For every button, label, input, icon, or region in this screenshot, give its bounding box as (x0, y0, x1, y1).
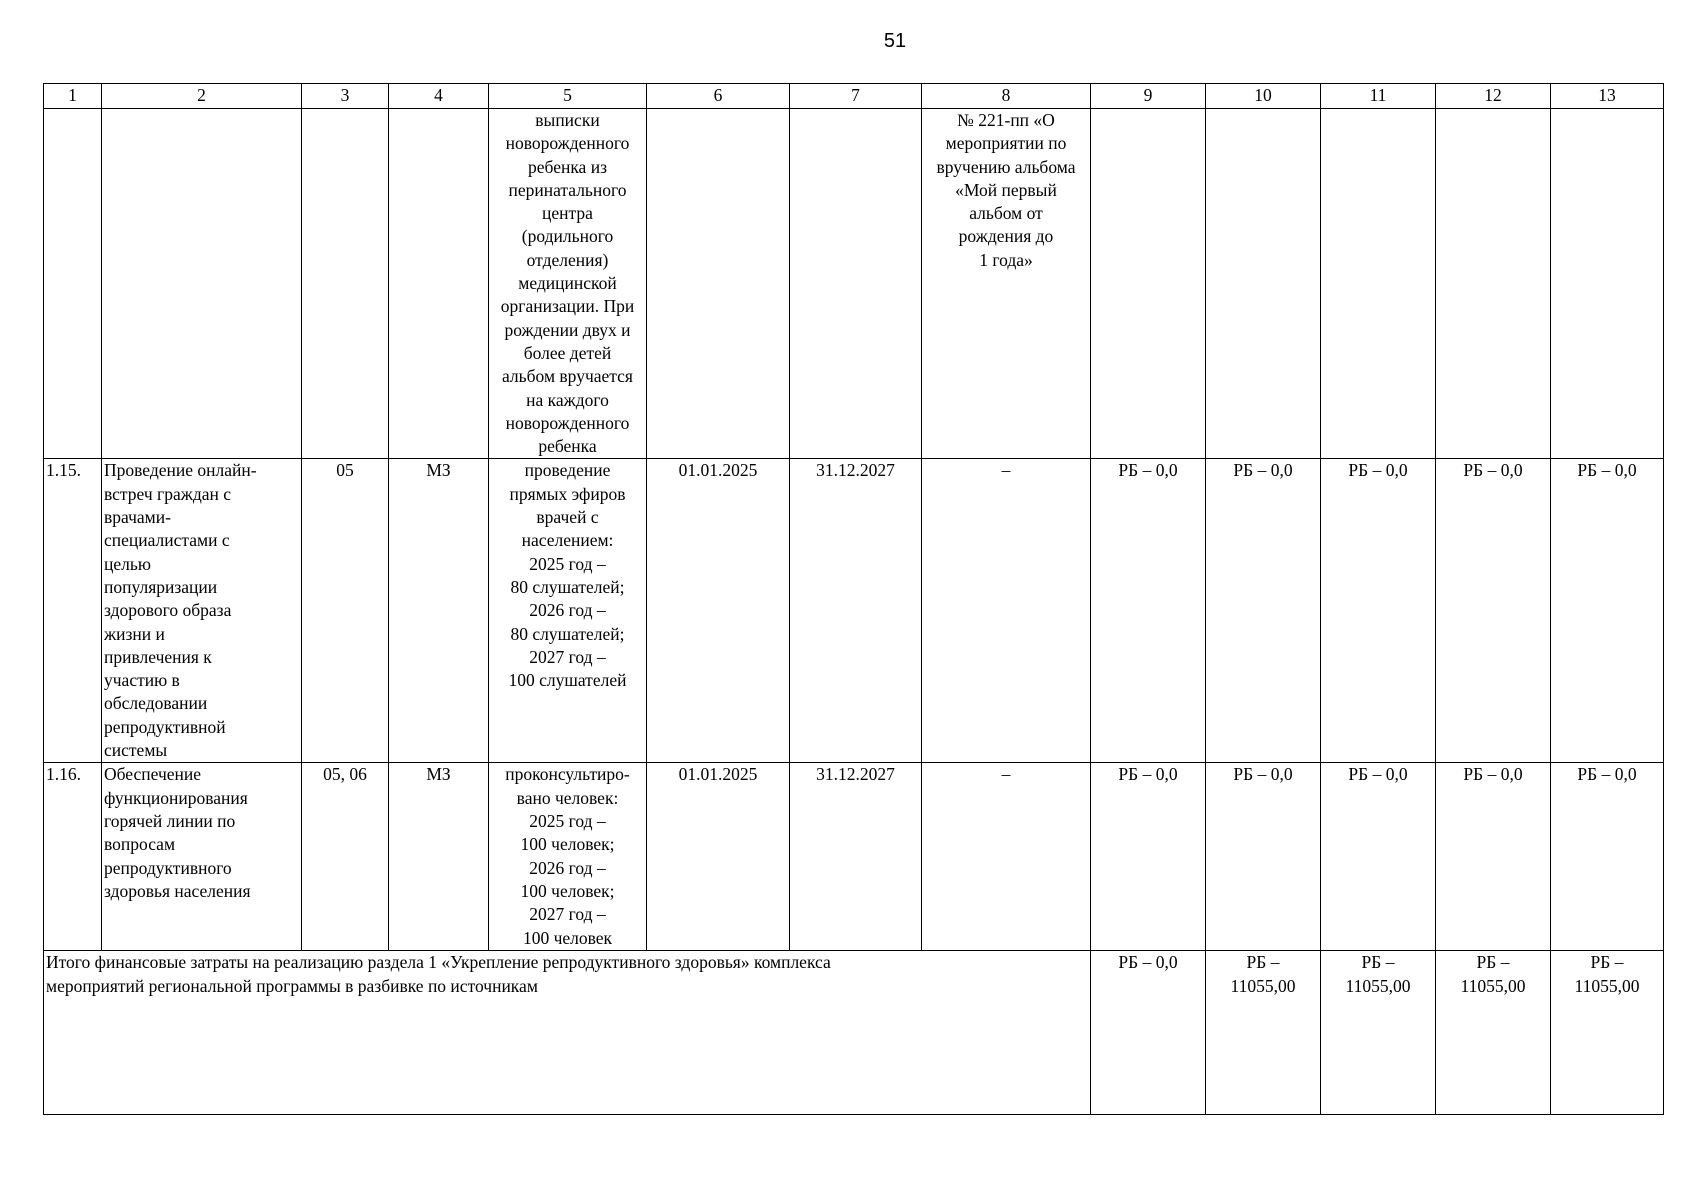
text-line: новорожденного (505, 412, 630, 433)
legal-basis-cell: – (922, 459, 1091, 763)
text-line: ребенка из (528, 156, 607, 177)
text-line: № 221-пп «О (957, 110, 1055, 130)
text-line: прямых эфиров (509, 483, 626, 504)
text-line: 2026 год – (529, 600, 606, 621)
funding-cell: РБ – 0,0 (1551, 459, 1664, 763)
text-line: 2027 год – (529, 646, 606, 667)
total-funding-cell (1091, 951, 1206, 1115)
funding-cell: РБ – 0,0 (1436, 763, 1551, 951)
text-line: 2025 год – (529, 811, 606, 832)
text-line: популяризации (104, 576, 218, 597)
text-line: 11055,00 (1574, 975, 1640, 996)
continuation-row (44, 109, 1664, 459)
text-line: населением: (521, 530, 614, 551)
column-number: 3 (302, 84, 389, 109)
funding-cell: РБ – 0,0 (1321, 459, 1436, 763)
text-line: врачей с (536, 507, 599, 528)
text-line: проведение (524, 460, 611, 481)
text-line: 2027 год – (529, 904, 606, 925)
text-line: обследовании (104, 693, 208, 714)
start-date: 01.01.2025 (647, 763, 790, 951)
funding-cell: РБ – 0,0 (1206, 763, 1321, 951)
end-date: 31.12.2027 (790, 763, 922, 951)
responsible-executor: МЗ (389, 459, 489, 763)
end-date: 31.12.2027 (790, 459, 922, 763)
text-line: медицинской (518, 273, 617, 294)
text-line: отделения) (526, 249, 609, 270)
text-line: альбом вручается (502, 366, 633, 387)
text-line: альбом от (969, 203, 1043, 224)
text-line: РБ – (1476, 952, 1510, 973)
text-line: проконсультиро- (505, 764, 630, 785)
item-number: 1.15. (44, 459, 102, 763)
text-line: вопросам (104, 834, 176, 855)
text-line: 11055,00 (1460, 975, 1526, 996)
funding-cell: РБ – 0,0 (1206, 459, 1321, 763)
header-row (44, 84, 1664, 109)
column-number: 11 (1321, 84, 1436, 109)
text-line: «Мой первый (955, 179, 1057, 200)
expected-result-cell (489, 109, 647, 459)
responsible-executor: МЗ (389, 763, 489, 951)
text-line: репродуктивной (104, 716, 226, 737)
funding-cell: РБ – 0,0 (1321, 763, 1436, 951)
total-funding-cell (1436, 951, 1551, 1115)
text-line: репродуктивного (104, 857, 232, 878)
column-number: 4 (389, 84, 489, 109)
text-line: более детей (523, 342, 612, 363)
text-line: 100 человек (522, 927, 613, 948)
text-line: рождении двух и (504, 319, 631, 340)
text-line: РБ – 0,0 (1118, 952, 1178, 973)
text-line: 11055,00 (1345, 975, 1411, 996)
text-line: 80 слушателей; (510, 623, 625, 644)
total-funding-cell (1321, 951, 1436, 1115)
column-number: 5 (489, 84, 647, 109)
text-line: привлечения к (104, 646, 212, 667)
total-funding-cell (1206, 951, 1321, 1115)
table-row (44, 763, 1664, 951)
funding-cell: РБ – 0,0 (1091, 459, 1206, 763)
text-line: Обеспечение (104, 764, 202, 785)
column-number: 1 (44, 84, 102, 109)
total-row (44, 951, 1664, 1115)
funding-cell: РБ – 0,0 (1551, 763, 1664, 951)
item-name (102, 459, 302, 763)
legal-basis-cell (922, 109, 1091, 459)
table-row (44, 459, 1664, 763)
total-funding-cell (1551, 951, 1664, 1115)
total-label (44, 951, 1091, 1115)
text-line: целью (104, 553, 151, 574)
column-number: 9 (1091, 84, 1206, 109)
text-line: участию в (104, 670, 180, 691)
start-date: 01.01.2025 (647, 459, 790, 763)
text-line: Итого финансовые затраты на реализацию раздела 1 «Укрепление репродуктивного здоровья» комплекса (46, 952, 831, 973)
item-number: 1.16. (44, 763, 102, 951)
text-line: новорожденного (505, 133, 630, 154)
text-line: 1 года» (979, 249, 1033, 270)
column-number: 7 (790, 84, 922, 109)
expected-result-cell (489, 763, 647, 951)
text-line: ребенка (538, 436, 597, 457)
column-number: 8 (922, 84, 1091, 109)
text-line: здоровья населения (104, 880, 251, 901)
text-line: РБ – (1590, 952, 1624, 973)
column-number: 2 (102, 84, 302, 109)
text-line: функционирования (104, 787, 248, 808)
funding-cell: РБ – 0,0 (1436, 459, 1551, 763)
text-line: встреч граждан с (104, 483, 232, 504)
text-line: 2026 год – (529, 857, 606, 878)
text-line: здорового образа (104, 600, 232, 621)
text-line: 80 слушателей; (510, 576, 625, 597)
text-line: перинатального (508, 179, 627, 200)
text-line: центра (542, 203, 593, 224)
text-line: 100 слушателей (508, 670, 627, 691)
text-line: врачами- (104, 507, 171, 528)
text-line: организации. При (500, 296, 635, 317)
indicator-code: 05, 06 (302, 763, 389, 951)
text-line: 11055,00 (1230, 975, 1296, 996)
text-line: 100 человек; (520, 880, 615, 901)
text-line: системы (104, 740, 168, 761)
funding-cell: РБ – 0,0 (1091, 763, 1206, 951)
text-line: рождения до (958, 226, 1054, 247)
legal-basis-cell: – (922, 763, 1091, 951)
text-line: вано человек: (516, 787, 619, 808)
text-line: горячей линии по (104, 811, 236, 832)
page-number: 51 (883, 30, 907, 52)
text-line: специалистами с (104, 530, 230, 551)
column-number: 12 (1436, 84, 1551, 109)
text-line: на каждого (526, 389, 609, 410)
column-number: 13 (1551, 84, 1664, 109)
text-line: 2025 год – (529, 553, 606, 574)
text-line: выписки (535, 110, 600, 130)
text-line: РБ – (1361, 952, 1395, 973)
column-number: 6 (647, 84, 790, 109)
item-name (102, 763, 302, 951)
measures-table (43, 83, 1664, 1115)
column-number: 10 (1206, 84, 1321, 109)
text-line: вручению альбома (936, 156, 1076, 177)
indicator-code: 05 (302, 459, 389, 763)
text-line: Проведение онлайн- (104, 460, 257, 481)
text-line: жизни и (104, 623, 165, 644)
expected-result-cell (489, 459, 647, 763)
text-line: РБ – (1246, 952, 1280, 973)
text-line: 100 человек; (520, 834, 615, 855)
text-line: мероприятии по (945, 133, 1067, 154)
text-line: мероприятий региональной программы в разбивке по источникам (46, 975, 538, 996)
text-line: (родильного (521, 226, 614, 247)
